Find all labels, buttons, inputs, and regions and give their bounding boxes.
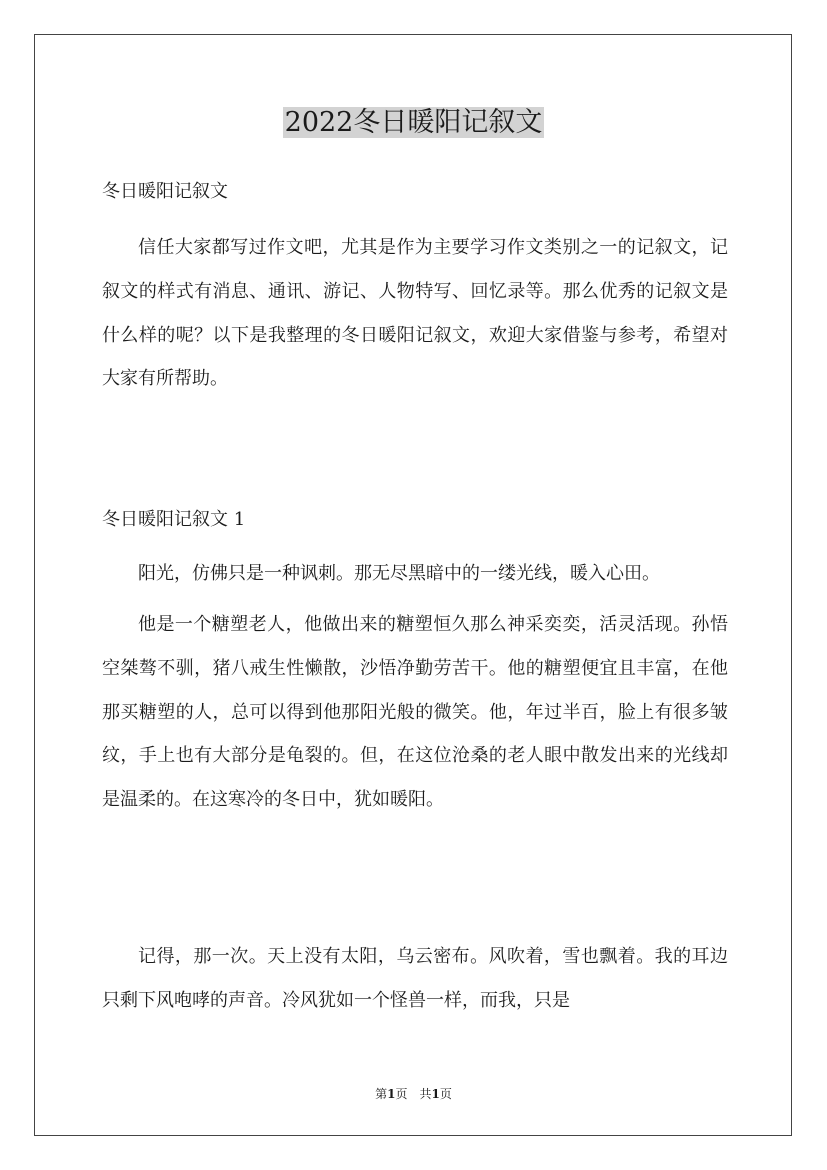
body-paragraph-1: 阳光，仿佛只是一种讽刺。那无尽黑暗中的一缕光线，暖入心田。 [138,563,660,584]
intro-paragraph: 信任大家都写过作文吧，尤其是作为主要学习作文类别之一的记叙文，记叙文的样式有消息、通讯、游记、人物特写、回忆录等。那么优秀的记叙文是什么样的呢？以下是我整理的冬日暖阳记叙文，欢迎大家借鉴与参考，希望对大家有所帮助。 [102,237,728,390]
footer-page-total: 1 [431,1087,440,1101]
section-heading: 冬日暖阳记叙文 1 [102,509,246,530]
footer-mid: 页 共 [395,1087,432,1101]
body-paragraph-2: 他是一个糖塑老人，他做出来的糖塑恒久那么神采奕奕，活灵活现。孙悟空桀骜不驯，猪八戒生性懒散，沙悟净勤劳苦干。他的糖塑便宜且丰富，在他那买糖塑的人，总可以得到他那阳光般的微笑。他，年过半百，脸上有很多皱纹，手上也有大部分是龟裂的。但，在这位沧桑的老人眼中散发出来的光线却是温柔的。在这寒冷的冬日中，犹如暖阳。 [102,614,728,811]
footer-page-current: 1 [387,1087,396,1101]
title-text: 2022冬日暖阳记叙文 [284,107,543,138]
page-footer [0,1086,827,1102]
footer-suffix: 页 [439,1087,452,1101]
document-subtitle: 冬日暖阳记叙文 [102,181,228,202]
body-paragraph-3: 记得，那一次。天上没有太阳，乌云密布。风吹着，雪也飘着。我的耳边只剩下风咆哮的声音。冷风犹如一个怪兽一样，而我，只是 [102,946,728,1011]
footer-prefix: 第 [375,1087,388,1101]
document-title [0,103,827,143]
